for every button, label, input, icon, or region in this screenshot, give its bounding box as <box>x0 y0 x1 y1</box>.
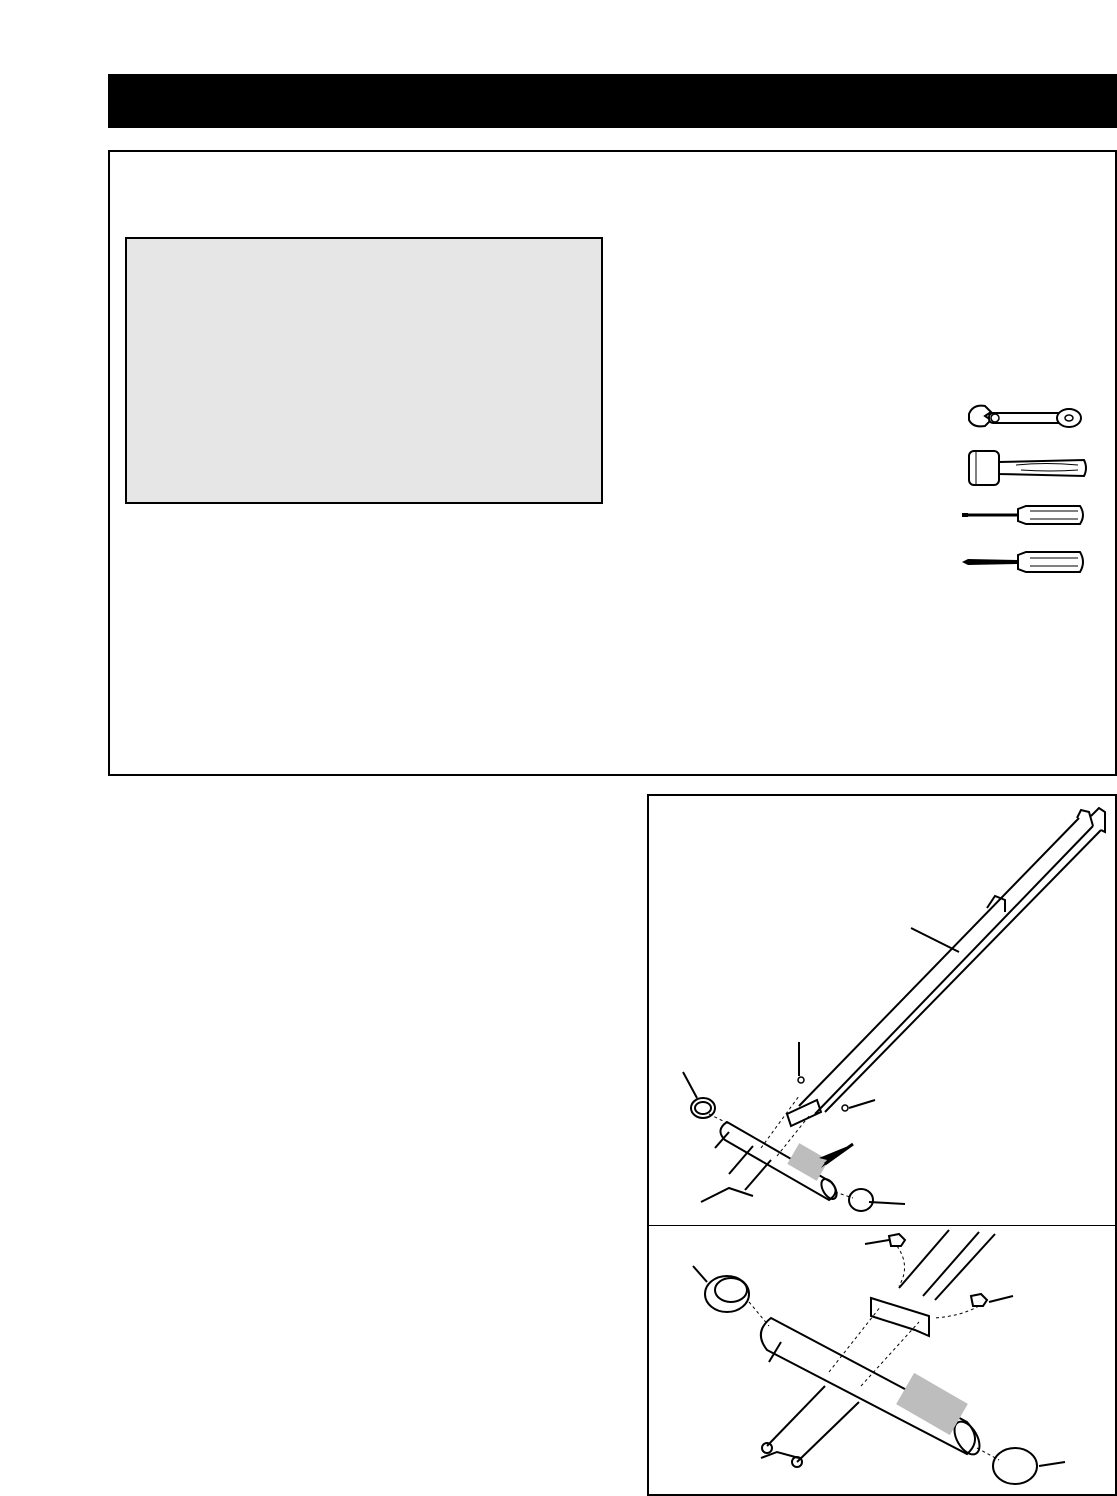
rubber-mallet-icon <box>966 448 1090 488</box>
assembly-figure-overview <box>647 794 1117 1226</box>
phillips-screwdriver-icon <box>960 546 1088 578</box>
adjustable-wrench-icon <box>965 402 1085 436</box>
section-title-bar <box>108 74 1117 128</box>
notice-box <box>125 237 603 504</box>
assembly-figure-detail <box>647 1225 1117 1496</box>
flat-screwdriver-icon <box>960 500 1088 530</box>
